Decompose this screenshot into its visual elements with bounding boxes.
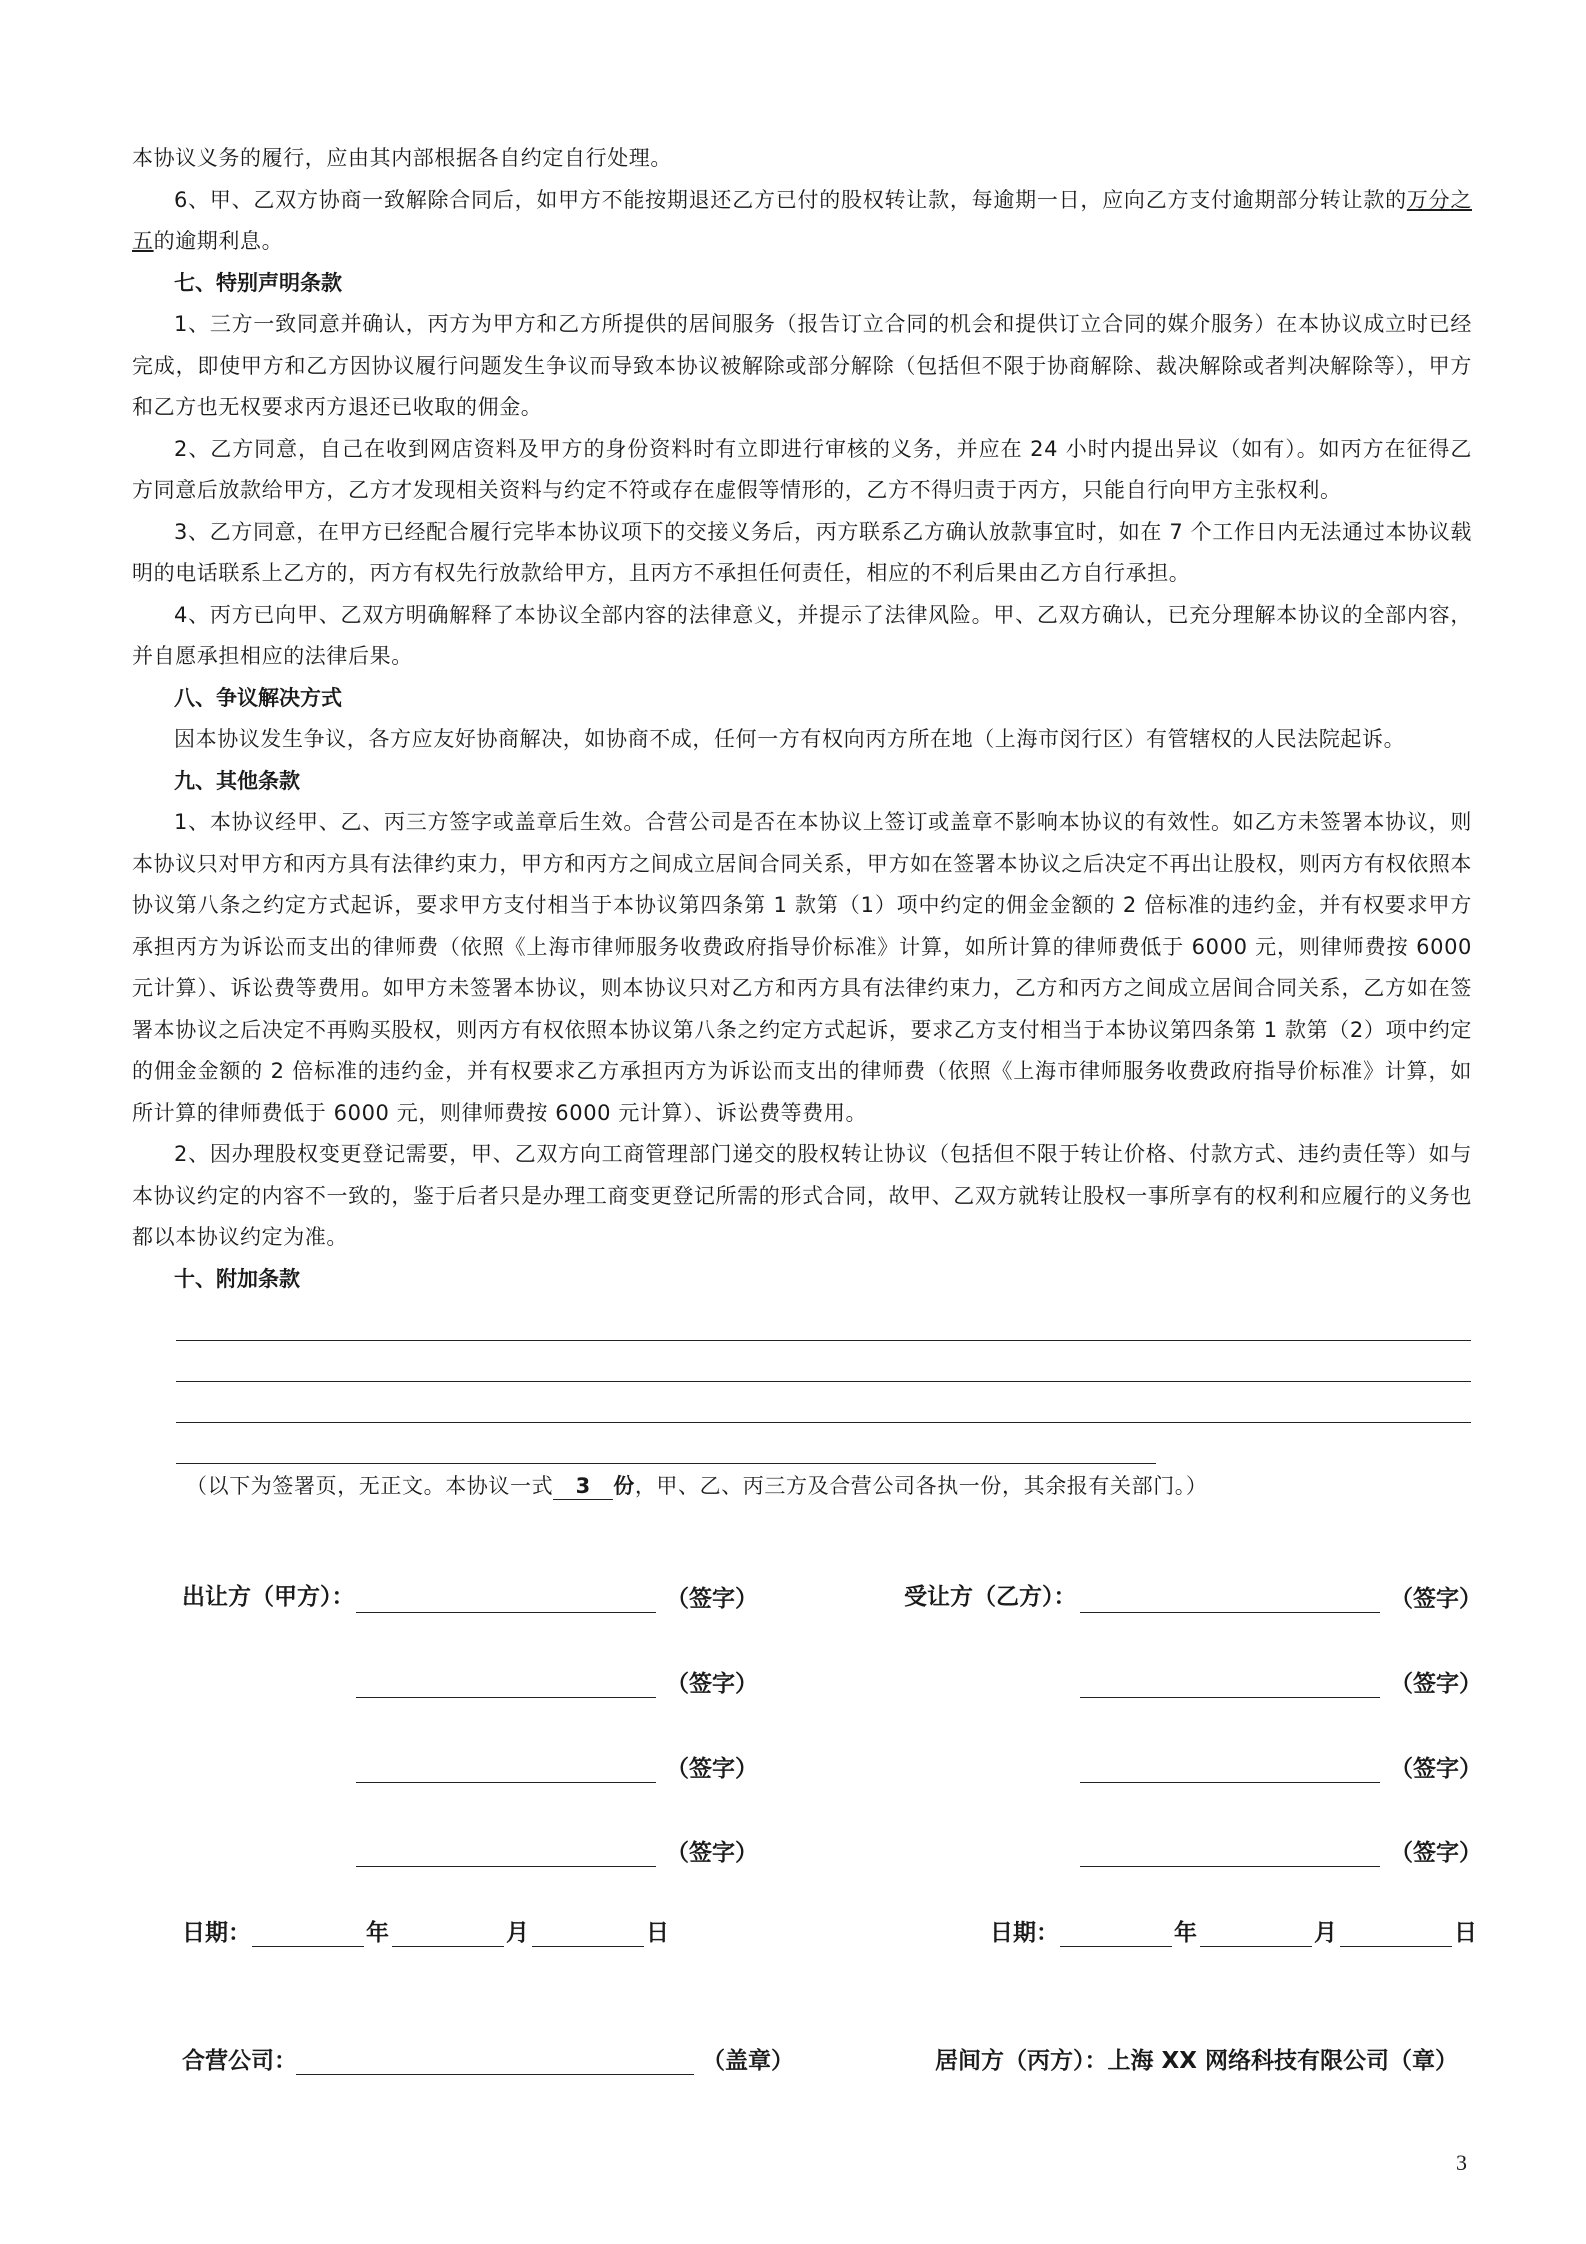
section-7-clause-4: 4、丙方已向甲、乙双方明确解释了本协议全部内容的法律意义，并提示了法律风险。甲、乙双方确认，已充分理解本协议的全部内容，并自愿承担相应的法律后果。 bbox=[132, 602, 1472, 668]
party-a-year-label: 年 bbox=[366, 1920, 389, 1946]
joint-venture-label: 合营公司： bbox=[182, 2048, 297, 2074]
additional-terms-line-4 bbox=[176, 1463, 1156, 1464]
signature-page-note: （以下为签署页，无正文。本协议一式 3 份，甲、乙、丙三方及合营公司各执一份，其余报有关部门。） bbox=[186, 1474, 1208, 1498]
party-b-date-month-field[interactable] bbox=[1200, 1946, 1312, 1947]
party-b-label: 受让方（乙方）： bbox=[904, 1584, 1077, 1610]
section-7-heading: 七、特别声明条款 bbox=[174, 270, 342, 295]
party-b-signature-line-1[interactable] bbox=[1080, 1612, 1380, 1613]
broker-party-label: 居间方（丙方）：上海 XX 网络科技有限公司（章） bbox=[935, 2048, 1458, 2074]
agreement-body bbox=[132, 138, 1472, 1300]
section-8-clause: 因本协议发生争议，各方应友好协商解决，如协商不成，任何一方有权向丙方所在地（上海市闵行区）有管辖权的人民法院起诉。 bbox=[174, 727, 1406, 751]
party-a-sign-suffix-3: （签字） bbox=[666, 1756, 758, 1782]
party-b-signature-line-4[interactable] bbox=[1080, 1866, 1380, 1867]
party-b-month-label: 月 bbox=[1314, 1920, 1337, 1946]
section-10-heading: 十、附加条款 bbox=[174, 1266, 300, 1291]
party-a-sign-suffix-2: （签字） bbox=[666, 1671, 758, 1697]
party-a-label: 出让方（甲方）： bbox=[182, 1584, 355, 1610]
party-a-signature-line-1[interactable] bbox=[356, 1612, 656, 1613]
party-b-date-label: 日期： bbox=[990, 1920, 1059, 1946]
additional-terms-line-3 bbox=[176, 1422, 1471, 1423]
party-a-date-month-field[interactable] bbox=[392, 1946, 504, 1947]
joint-venture-seal-suffix: （盖章） bbox=[702, 2048, 794, 2074]
party-a-date-label: 日期： bbox=[182, 1920, 251, 1946]
party-a-signature-line-3[interactable] bbox=[356, 1782, 656, 1783]
party-a-date-year-field[interactable] bbox=[252, 1946, 364, 1947]
party-a-sign-suffix-1: （签字） bbox=[666, 1586, 758, 1612]
section-7-clause-2: 2、乙方同意，自己在收到网店资料及甲方的身份资料时有立即进行审核的义务，并应在 24 小时内提出异议（如有）。如丙方在征得乙方同意后放款给甲方，乙方才发现相关资料与约定不符或存在虚假等情形的，乙方不得归责于丙方，只能自行向甲方主张权利。 bbox=[132, 436, 1472, 502]
party-a-date-day-field[interactable] bbox=[532, 1946, 644, 1947]
party-a-signature-line-4[interactable] bbox=[356, 1866, 656, 1867]
section-9-clause-2: 2、因办理股权变更登记需要，甲、乙双方向工商管理部门递交的股权转让协议（包括但不限于转让价格、付款方式、违约责任等）如与本协议约定的内容不一致的，鉴于后者只是办理工商变更登记所需的形式合同，故甲、乙双方就转让股权一事所享有的权利和应履行的义务也都以本协议约定为准。 bbox=[132, 1142, 1472, 1249]
party-a-day-label: 日 bbox=[646, 1920, 669, 1946]
party-b-signature-line-3[interactable] bbox=[1080, 1782, 1380, 1783]
party-b-date-day-field[interactable] bbox=[1340, 1946, 1452, 1947]
party-b-signature-line-2[interactable] bbox=[1080, 1697, 1380, 1698]
additional-terms-line-2 bbox=[176, 1381, 1471, 1382]
party-b-sign-suffix-3: （签字） bbox=[1390, 1756, 1482, 1782]
section-7-clause-3: 3、乙方同意，在甲方已经配合履行完毕本协议项下的交接义务后，丙方联系乙方确认放款事宜时，如在 7 个工作日内无法通过本协议载明的电话联系上乙方的，丙方有权先行放款给甲方，且丙方不承担任何责任，相应的不利后果由乙方自行承担。 bbox=[132, 519, 1472, 585]
page-number: 3 bbox=[1456, 2150, 1467, 2175]
underlined-rate: 万分之五 bbox=[132, 187, 1472, 253]
party-a-month-label: 月 bbox=[506, 1920, 529, 1946]
section-7-clause-1: 1、三方一致同意并确认，丙方为甲方和乙方所提供的居间服务（报告订立合同的机会和提供订立合同的媒介服务）在本协议成立时已经完成，即使甲方和乙方因协议履行问题发生争议而导致本协议被解除或部分解除（包括但不限于协商解除、裁决解除或者判决解除等），甲方和乙方也无权要求丙方退还已收取的佣金。 bbox=[132, 312, 1472, 419]
party-a-sign-suffix-4: （签字） bbox=[666, 1840, 758, 1866]
section-8-heading: 八、争议解决方式 bbox=[174, 685, 342, 710]
additional-terms-line-1 bbox=[176, 1340, 1471, 1341]
party-b-year-label: 年 bbox=[1174, 1920, 1197, 1946]
copies-count: 3 bbox=[553, 1473, 613, 1500]
party-b-day-label: 日 bbox=[1454, 1920, 1477, 1946]
paragraph-obligation-end: 本协议义务的履行，应由其内部根据各自约定自行处理。 bbox=[132, 146, 672, 170]
party-b-date-year-field[interactable] bbox=[1060, 1946, 1172, 1947]
party-b-sign-suffix-4: （签字） bbox=[1390, 1840, 1482, 1866]
party-b-sign-suffix-1: （签字） bbox=[1390, 1586, 1482, 1612]
party-a-signature-line-2[interactable] bbox=[356, 1697, 656, 1698]
party-b-sign-suffix-2: （签字） bbox=[1390, 1671, 1482, 1697]
section-9-heading: 九、其他条款 bbox=[174, 768, 300, 793]
clause-6-1: 6、甲、乙双方协商一致解除合同后，如甲方不能按期退还乙方已付的股权转让款，每逾期一日，应向乙方支付逾期部分转让款的万分之五的逾期利息。 bbox=[132, 187, 1472, 253]
section-9-clause-1: 1、本协议经甲、乙、丙三方签字或盖章后生效。合营公司是否在本协议上签订或盖章不影响本协议的有效性。如乙方未签署本协议，则本协议只对甲方和丙方具有法律约束力，甲方和丙方之间成立居间合同关系，甲方如在签署本协议之后决定不再出让股权，则丙方有权依照本协议第八条之约定方式起诉，要求甲方支付相当于本协议第四条第 1 款第（1）项中约定的佣金金额的 2 倍标准的违约金，并有权要求甲方承担丙方为诉讼而支出的律师费（依照《上海市律师服务收费政府指导价标准》计算，如所计算的律师费低于 6000 元，则律师费按 6000 元计算）、诉讼费等费用。如甲方未签署本协议，则本协议只对乙方和丙方具有法律约束力，乙方和丙方之间成立居间合同关系，乙方如在签署本协议之后决定不再购买股权，则丙方有权依照本协议第八条之约定方式起诉，要求乙方支付相当于本协议第四条第 1 款第（2）项中约定的佣金金额的 2 倍标准的违约金，并有权要求乙方承担丙方为诉讼而支出的律师费（依照《上海市律师服务收费政府指导价标准》计算，如所计算的律师费低于 6000 元，则律师费按 6000 元计算）、诉讼费等费用。 bbox=[132, 810, 1472, 1125]
joint-venture-seal-line[interactable] bbox=[296, 2074, 694, 2075]
